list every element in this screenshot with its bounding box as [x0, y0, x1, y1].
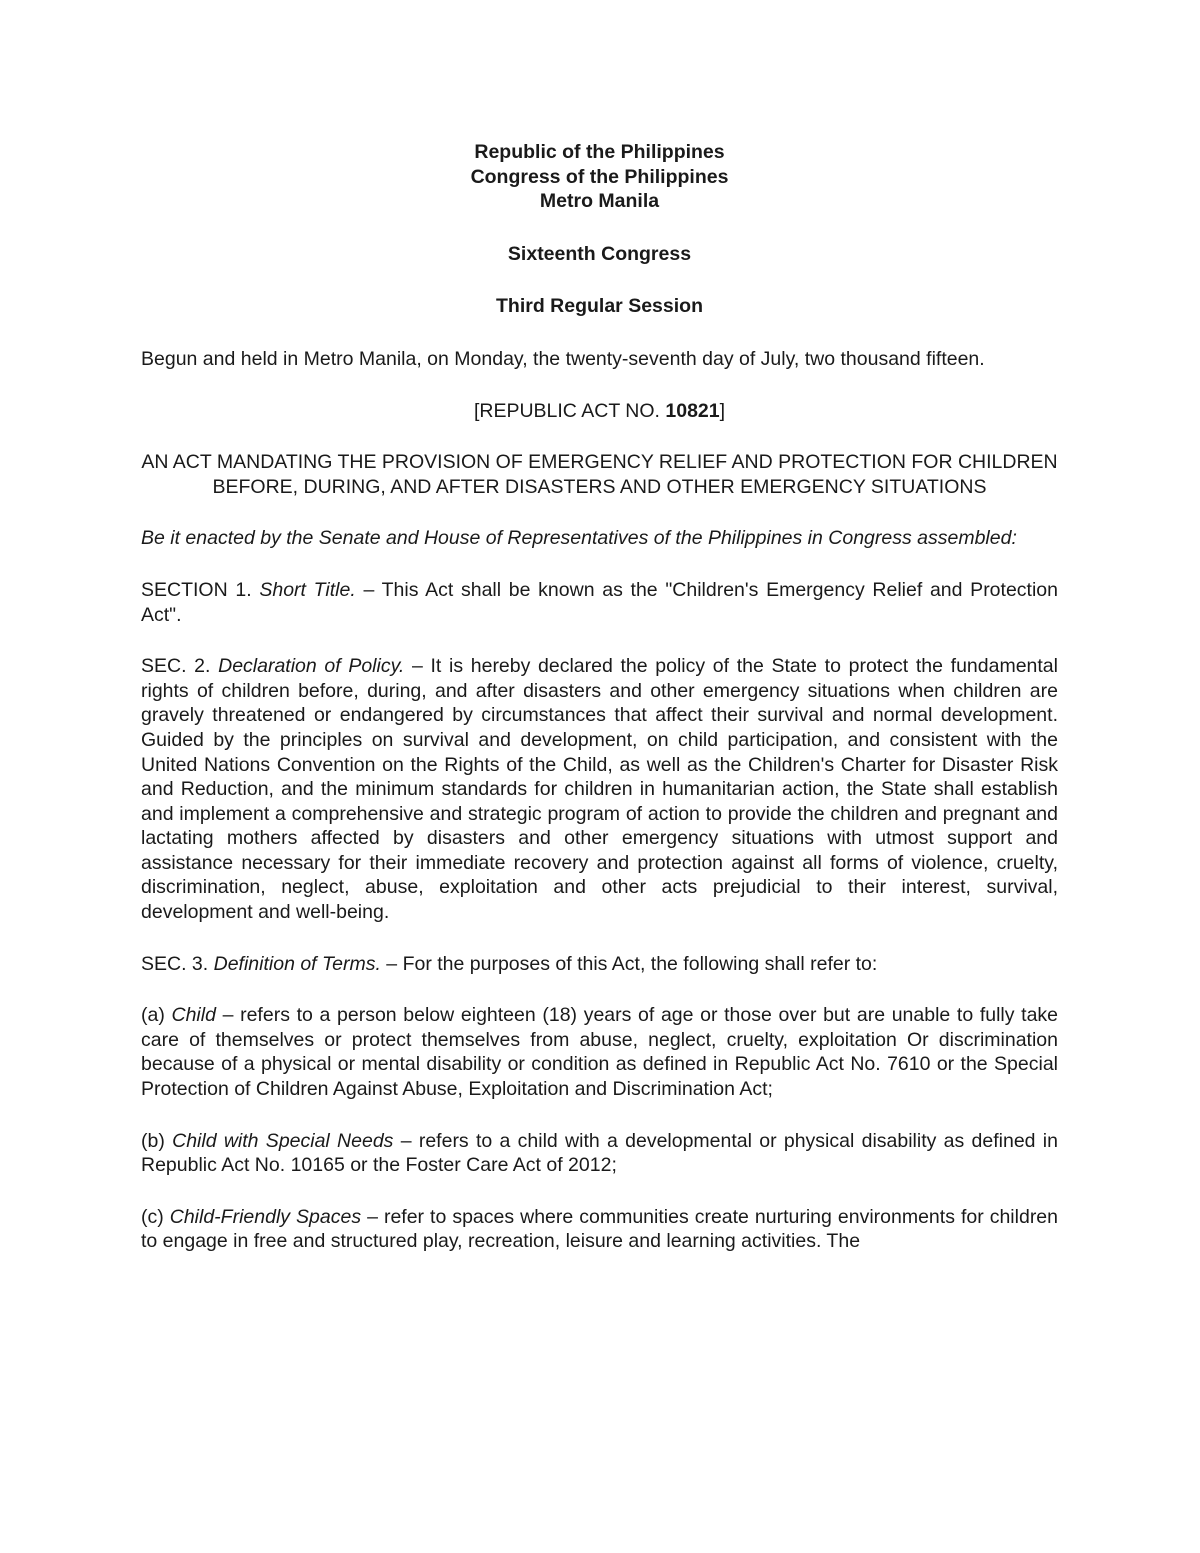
section-1-heading: Short Title.: [259, 578, 356, 601]
congress-number: Sixteenth Congress: [507, 242, 692, 265]
begun-statement: Begun and held in Metro Manila, on Monday, the twenty-seventh day of July, two thousand fifteen.: [141, 347, 985, 370]
act-title: AN ACT MANDATING THE PROVISION OF EMERGENCY RELIEF AND PROTECTION FOR CHILDREN BEFORE, DURING, AND AFTER DISASTERS AND OTHER EMERGENCY SITUATIONS: [141, 451, 1058, 498]
section-3-heading: Definition of Terms.: [213, 952, 381, 975]
section-2-text: – It is hereby declared the policy of the State to protect the fundamental rights of children before, during, and after disasters and other emergency situations when children are gravely threatened or endangered by circumstances that affect their survival and normal development. Guided by the principles on survival and development, on child participation, and consistent with the United Nations Convention on the Rights of the Child, as well as the Children's Charter for Disaster Risk and Reduction, and the minimum standards for children in humanitarian action, the State shall establish and implement a comprehensive and strategic program of action to provide the children and pregnant and lactating mothers affected by disasters and other emergency situations with utmost support and assistance necessary for their immediate recovery and protection against all forms of violence, cruelty, discrimination, neglect, abuse, exploitation and other acts prejudicial to their interest, survival, development and well-being.: [141, 655, 1058, 924]
header-republic: Republic of the Philippines: [474, 141, 725, 163]
section-2-heading: Declaration of Policy.: [218, 655, 405, 678]
definition-b-term: Child with Special Needs: [172, 1129, 394, 1152]
section-1: [141, 578, 1058, 627]
section-2-label: SEC. 2.: [141, 655, 219, 678]
enacting-clause-text: Be it enacted by the Senate and House of Representatives of the Philippines in Congress assembled:: [141, 527, 1017, 550]
section-3-text: – For the purposes of this Act, the following shall refer to:: [380, 952, 878, 975]
act-number-value: 10821: [665, 399, 720, 422]
section-3: [141, 952, 1058, 977]
definition-c: [141, 1205, 1058, 1254]
act-number-suffix: ]: [719, 399, 726, 422]
section-3-label: SEC. 3.: [141, 952, 214, 975]
section-2: [141, 654, 1058, 925]
definition-c-label: (c): [141, 1205, 170, 1228]
act-number: [141, 399, 1058, 424]
header-location: Metro Manila: [539, 190, 660, 213]
document-page: [141, 140, 1058, 1254]
definition-b: [141, 1129, 1058, 1178]
definition-a-term: Child: [171, 1004, 216, 1027]
act-number-prefix: [REPUBLIC ACT NO.: [473, 399, 666, 422]
enacting-clause: [141, 526, 1058, 551]
definition-b-text: – refers to a child with a developmental or physical disability as defined in Republic Act No. 10165 or the Foster Care Act of 2012;: [141, 1129, 1058, 1177]
definition-a-text: – refers to a person below eighteen (18) years of age or those over but are unable to fully take care of themselves or protect themselves from abuse, neglect, cruelty, exploitation Or discrimination because of a physical or mental disability or condition as defined in Republic Act No. 7610 or the Special Protection of Children Against Abuse, Exploitation and Discrimination Act;: [141, 1004, 1059, 1101]
definition-a-label: (a): [141, 1004, 172, 1027]
definition-c-term: Child-Friendly Spaces: [169, 1205, 362, 1228]
section-1-label: SECTION 1.: [141, 578, 260, 601]
document-header: [141, 140, 1058, 319]
definition-c-text: – refer to spaces where communities create nurturing environments for children to engage in free and structured play, recreation, leisure and learning activities. The: [141, 1205, 1059, 1253]
definition-a: [141, 1003, 1058, 1101]
section-1-text: – This Act shall be known as the "Children's Emergency Relief and Protection Act".: [141, 578, 1058, 626]
definition-b-label: (b): [141, 1129, 173, 1152]
session-name: Third Regular Session: [496, 295, 703, 318]
header-congress: Congress of the Philippines: [470, 165, 729, 188]
